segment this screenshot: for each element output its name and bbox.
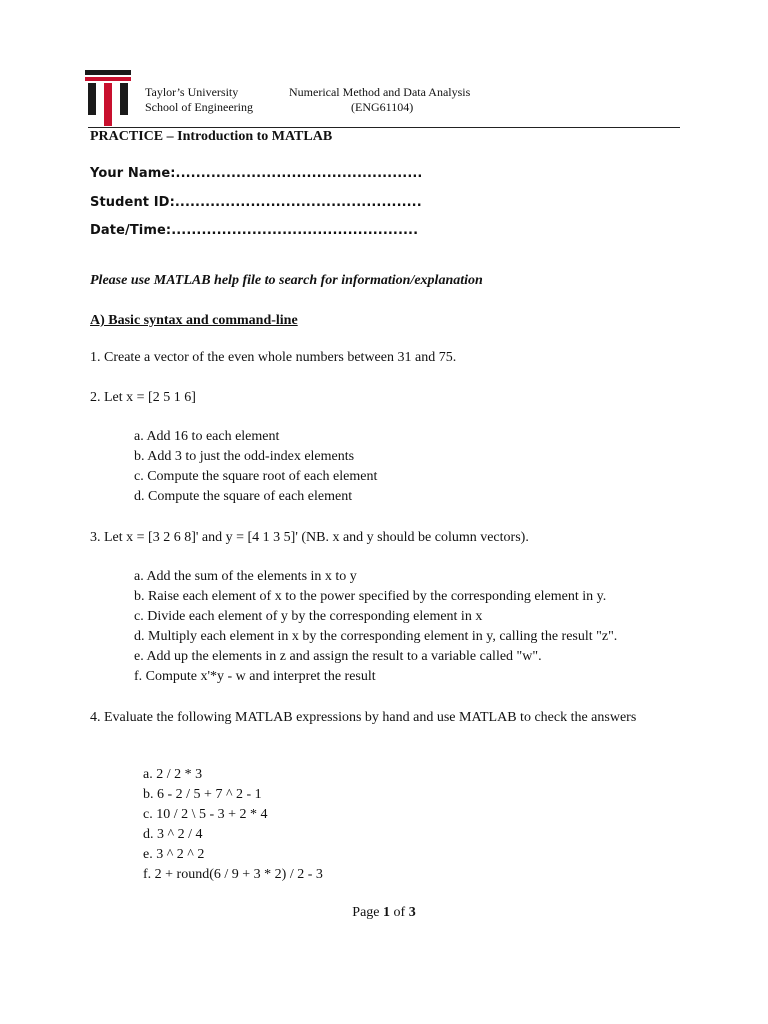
list-item: a. 2 / 2 * 3 xyxy=(143,767,203,782)
list-item: b. Add 3 to just the odd-index elements xyxy=(134,449,355,464)
page-label: Page xyxy=(352,905,380,920)
header-course xyxy=(289,85,470,115)
course-name: Numerical Method and Data Analysis xyxy=(289,85,471,99)
student-id-field: Student ID:................................................. xyxy=(90,195,422,210)
list-item: e. 3 ^ 2 ^ 2 xyxy=(143,847,205,862)
question-4-items xyxy=(143,765,323,885)
question-3: 3. Let x = [3 2 6 8]' and y = [4 1 3 5]' (NB. x and y should be column vectors). xyxy=(90,530,529,545)
school-name: School of Engineering xyxy=(145,100,253,114)
list-item: d. Compute the square of each element xyxy=(134,489,353,504)
list-item: c. 10 / 2 \ 5 - 3 + 2 * 4 xyxy=(143,807,268,822)
list-item: e. Add up the elements in z and assign the result to a variable called "w". xyxy=(134,649,542,664)
question-3-items xyxy=(134,567,617,687)
list-item: a. Add the sum of the elements in x to y xyxy=(134,569,357,584)
question-4: 4. Evaluate the following MATLAB expressions by hand and use MATLAB to check the answers xyxy=(90,710,637,725)
header-institution xyxy=(145,85,253,115)
document-title: PRACTICE – Introduction to MATLAB xyxy=(90,129,333,144)
date-time-field: Date/Time:................................................. xyxy=(90,223,419,238)
question-2-items xyxy=(134,427,377,507)
list-item: c. Compute the square root of each element xyxy=(134,469,378,484)
question-1: 1. Create a vector of the even whole numbers between 31 and 75. xyxy=(90,350,457,365)
university-name: Taylor’s University xyxy=(145,85,239,99)
list-item: d. 3 ^ 2 / 4 xyxy=(143,827,203,842)
list-item: b. Raise each element of x to the power specified by the corresponding element in y. xyxy=(134,589,607,604)
taylors-university-logo xyxy=(85,70,131,126)
list-item: d. Multiply each element in x by the corresponding element in y, calling the result "z". xyxy=(134,629,618,644)
page-footer xyxy=(0,905,768,921)
section-heading: A) Basic syntax and command-line xyxy=(90,313,298,328)
name-field: Your Name:................................................. xyxy=(90,166,423,181)
list-item: b. 6 - 2 / 5 + 7 ^ 2 - 1 xyxy=(143,787,262,802)
list-item: f. Compute x'*y - w and interpret the result xyxy=(134,669,376,684)
list-item: f. 2 + round(6 / 9 + 3 * 2) / 2 - 3 xyxy=(143,867,323,882)
list-item: c. Divide each element of y by the corresponding element in x xyxy=(134,609,483,624)
page-number: 1 xyxy=(383,905,391,920)
course-code: (ENG61104) xyxy=(351,100,414,114)
instruction-note: Please use MATLAB help file to search for information/explanation xyxy=(90,273,483,288)
list-item: a. Add 16 to each element xyxy=(134,429,280,444)
question-2: 2. Let x = [2 5 1 6] xyxy=(90,390,196,405)
page-total: 3 xyxy=(408,905,416,920)
header-divider xyxy=(88,127,680,128)
of-label: of xyxy=(393,905,406,920)
